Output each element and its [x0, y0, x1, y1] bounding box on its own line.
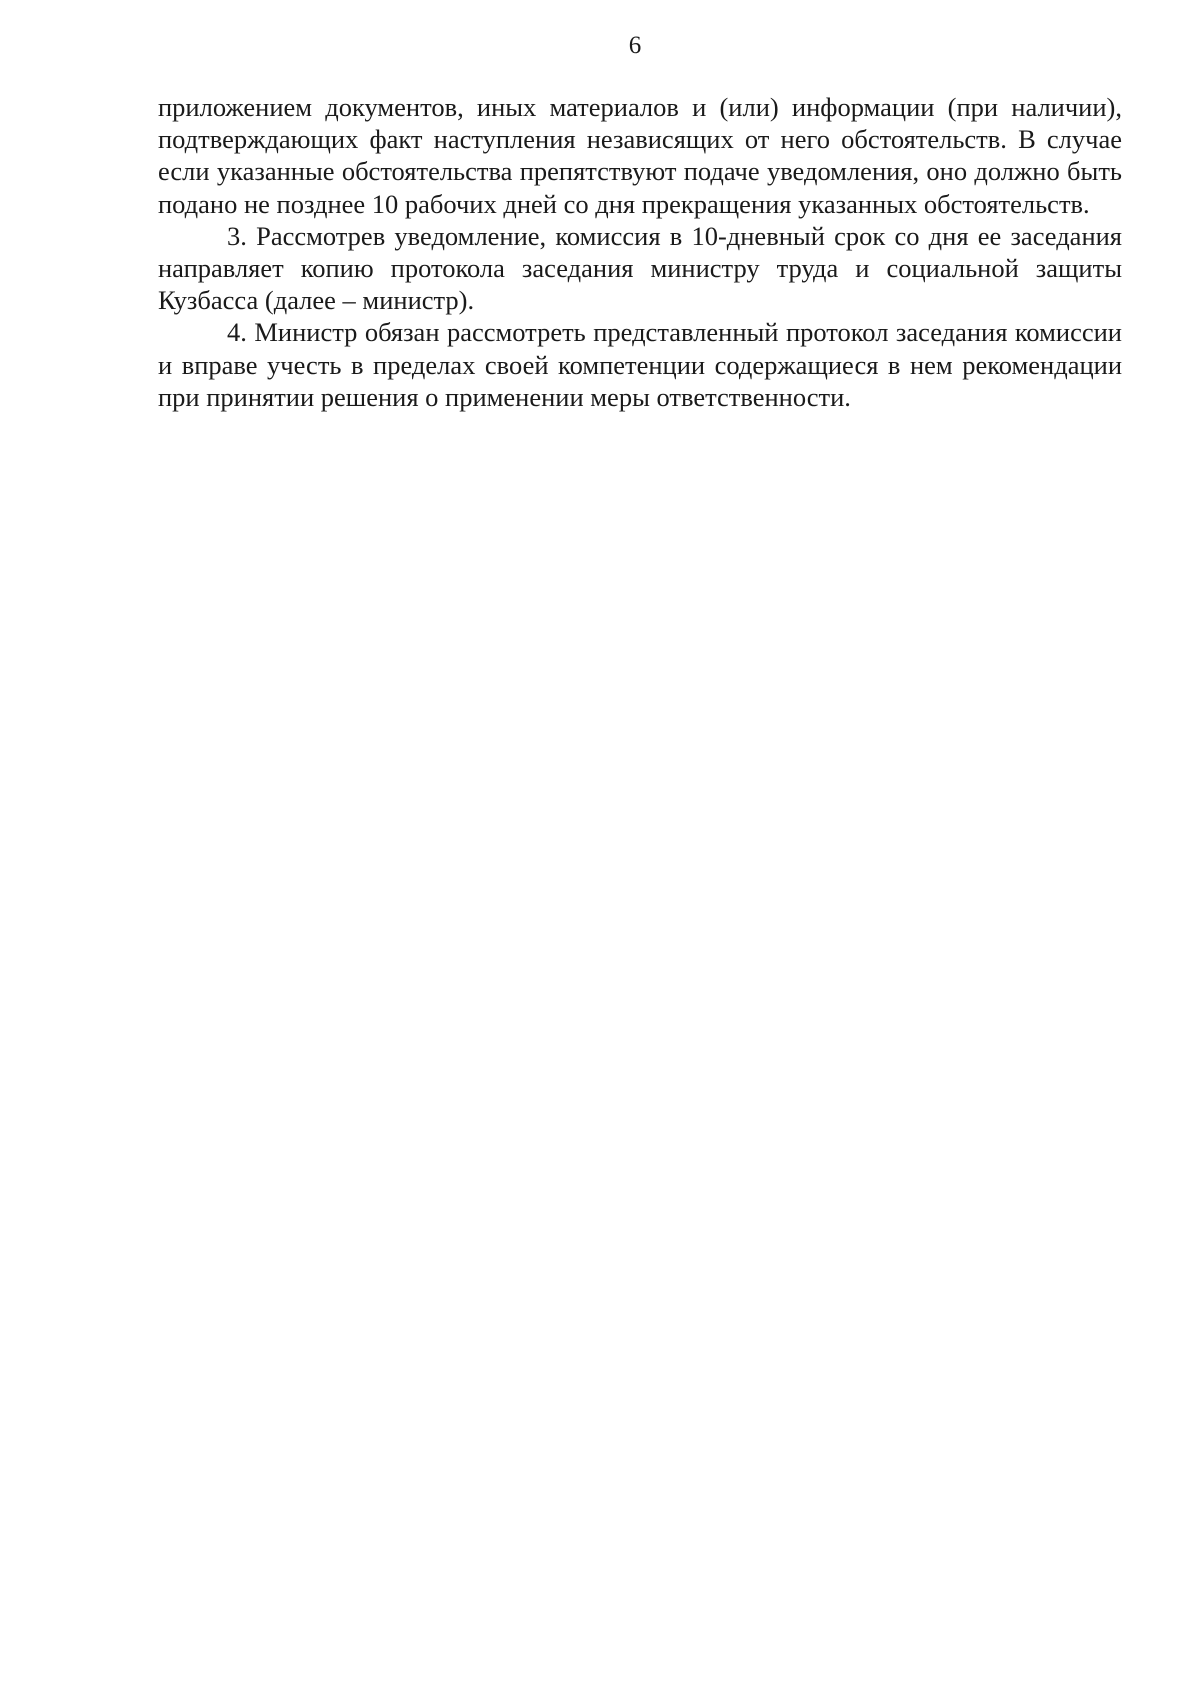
paragraph-item-4: 4. Министр обязан рассмотреть представленный протокол заседания комиссии и вправе учесть в пределах своей компетенции содержащиеся в нем рекомендации при принятии решения о применении меры ответственности. — [158, 317, 1122, 412]
document-body — [158, 91, 1122, 413]
paragraph-continuation: приложением документов, иных материалов и (или) информации (при наличии), подтверждающих факт наступления независящих от него обстоятельств. В случае если указанные обстоятельства препятствуют подаче уведомления, оно должно быть подано не позднее 10 рабочих дней со дня прекращения указанных обстоятельств. — [158, 92, 1122, 219]
page-number: 6 — [628, 32, 642, 59]
paragraph-item-3: 3. Рассмотрев уведомление, комиссия в 10-дневный срок со дня ее заседания направляет копию протокола заседания министру труда и социальной защиты Кузбасса (далее – министр). — [158, 220, 1122, 316]
